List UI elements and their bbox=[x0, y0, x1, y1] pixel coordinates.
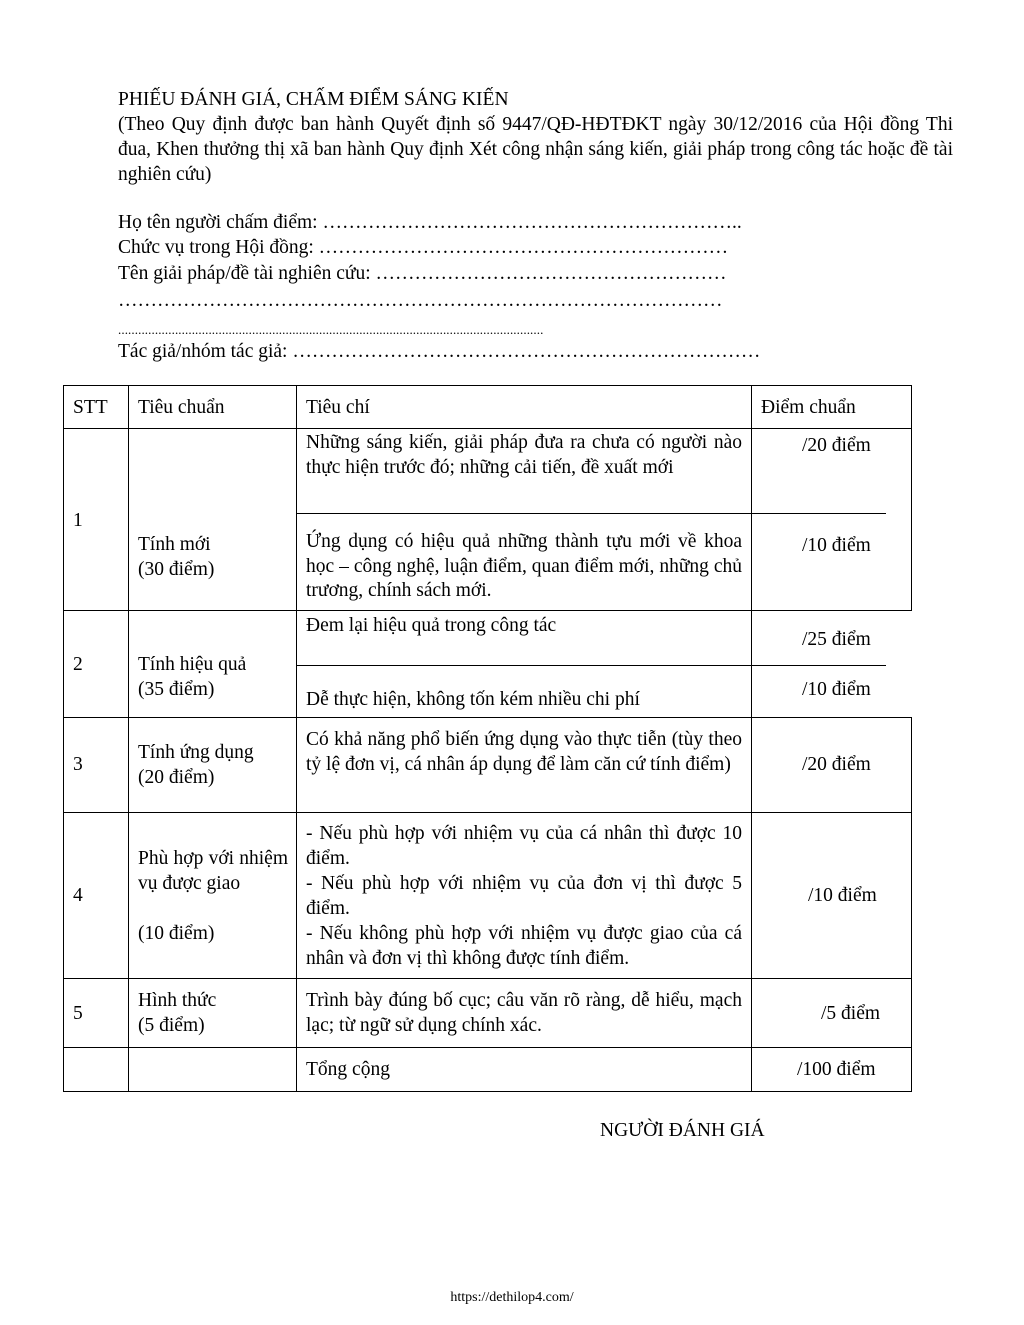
row-2-criterion-1: Đem lại hiệu quả trong công tác bbox=[306, 615, 557, 636]
row-1-criterion-2-score: /10 điểm bbox=[802, 535, 871, 556]
row-2-criterion-2: Dễ thực hiện, không tốn kém nhiều chi phí bbox=[306, 689, 640, 710]
authors-field[interactable]: Tác giả/nhóm tác giả: ……………………………………………………………… bbox=[118, 341, 761, 362]
council-position-field[interactable]: Chức vụ trong Hội đồng: ……………………………………………………… bbox=[118, 237, 729, 258]
row-4-standard: Phù hợp với nhiệm vụ được giao bbox=[138, 848, 288, 894]
row-2-criterion-1-score: /25 điểm bbox=[802, 629, 871, 650]
row-4-stt: 4 bbox=[73, 885, 83, 906]
row-3-criterion-1: Có khả năng phổ biến ứng dụng vào thực tiễn (tùy theo tỷ lệ đơn vị, cá nhân áp dụng để làm căn cứ tính điểm) bbox=[306, 729, 742, 775]
row-4-criterion-1: - Nếu phù hợp với nhiệm vụ của cá nhân thì được 10 điểm. bbox=[306, 823, 742, 869]
solution-name-continuation-1[interactable]: ………………………………………………………………………………… bbox=[118, 290, 723, 311]
row-1-criterion-1: Những sáng kiến, giải pháp đưa ra chưa có người nào thực hiện trước đó; những cải tiến, đề xuất mới bbox=[306, 432, 742, 478]
row-1-stt: 1 bbox=[73, 510, 83, 531]
total-score: /100 điểm bbox=[797, 1059, 876, 1080]
row-2-standard: Tính hiệu quả bbox=[138, 654, 247, 675]
row-5-criterion-1: Trình bày đúng bố cục; câu văn rõ ràng, dễ hiểu, mạch lạc; từ ngữ sử dụng chính xác. bbox=[306, 990, 742, 1036]
row-2-standard-points: (35 điểm) bbox=[138, 679, 215, 700]
solution-name-field[interactable]: Tên giải pháp/đề tài nghiên cứu: ……………………………………………… bbox=[118, 263, 727, 284]
row-4-score: /10 điểm bbox=[808, 885, 877, 906]
row-3-stt: 3 bbox=[73, 754, 83, 775]
row-5-standard: Hình thức bbox=[138, 990, 217, 1011]
row-1-standard: Tính mới bbox=[138, 534, 211, 555]
form-title: PHIẾU ĐÁNH GIÁ, CHẤM ĐIỂM SÁNG KIẾN bbox=[118, 89, 509, 110]
row-3-standard-points: (20 điểm) bbox=[138, 767, 215, 788]
header-criteria: Tiêu chí bbox=[306, 397, 370, 418]
row-5-stt: 5 bbox=[73, 1003, 83, 1024]
row-4-criterion-2: - Nếu phù hợp với nhiệm vụ của đơn vị thì được 5 điểm. bbox=[306, 873, 742, 919]
header-score: Điểm chuẩn bbox=[761, 397, 856, 418]
header-stt: STT bbox=[73, 397, 108, 418]
row-1-standard-points: (30 điểm) bbox=[138, 559, 215, 580]
row-2-stt: 2 bbox=[73, 654, 83, 675]
row-2-criterion-2-score: /10 điểm bbox=[802, 679, 871, 700]
row-5-standard-points: (5 điểm) bbox=[138, 1015, 205, 1036]
row-3-standard: Tính ứng dụng bbox=[138, 742, 254, 763]
grader-name-field[interactable]: Họ tên người chấm điểm: ……………………………………………………….. bbox=[118, 212, 742, 233]
row-3-criterion-1-score: /20 điểm bbox=[802, 754, 871, 775]
solution-name-continuation-2[interactable]: ............................................................................................................................... bbox=[118, 322, 544, 337]
regulation-note: (Theo Quy định được ban hành Quyết định số 9447/QĐ-HĐTĐKT ngày 30/12/2016 của Hội đồng Thi đua, Khen thưởng thị xã ban hành Quy định Xét công nhận sáng kiến, giải pháp trong công tác hoặc đề tài nghiên cứu) bbox=[118, 114, 953, 185]
row-1-criterion-2: Ứng dụng có hiệu quả những thành tựu mới về khoa học – công nghệ, luận điểm, quan điểm mới, những chủ trương, chính sách mới. bbox=[306, 531, 742, 601]
source-url[interactable]: https://dethilop4.com/ bbox=[450, 1290, 574, 1305]
row-4-standard-points: (10 điểm) bbox=[138, 923, 215, 944]
row-1-criterion-1-score: /20 điểm bbox=[802, 435, 871, 456]
evaluator-signature-label: NGƯỜI ĐÁNH GIÁ bbox=[600, 1120, 765, 1141]
header-standard: Tiêu chuẩn bbox=[138, 397, 225, 418]
row-5-criterion-1-score: /5 điểm bbox=[821, 1003, 881, 1024]
total-label: Tổng cộng bbox=[306, 1059, 390, 1080]
row-4-criterion-3: - Nếu không phù hợp với nhiệm vụ được giao của cá nhân và đơn vị thì không được tính điểm. bbox=[306, 923, 742, 969]
